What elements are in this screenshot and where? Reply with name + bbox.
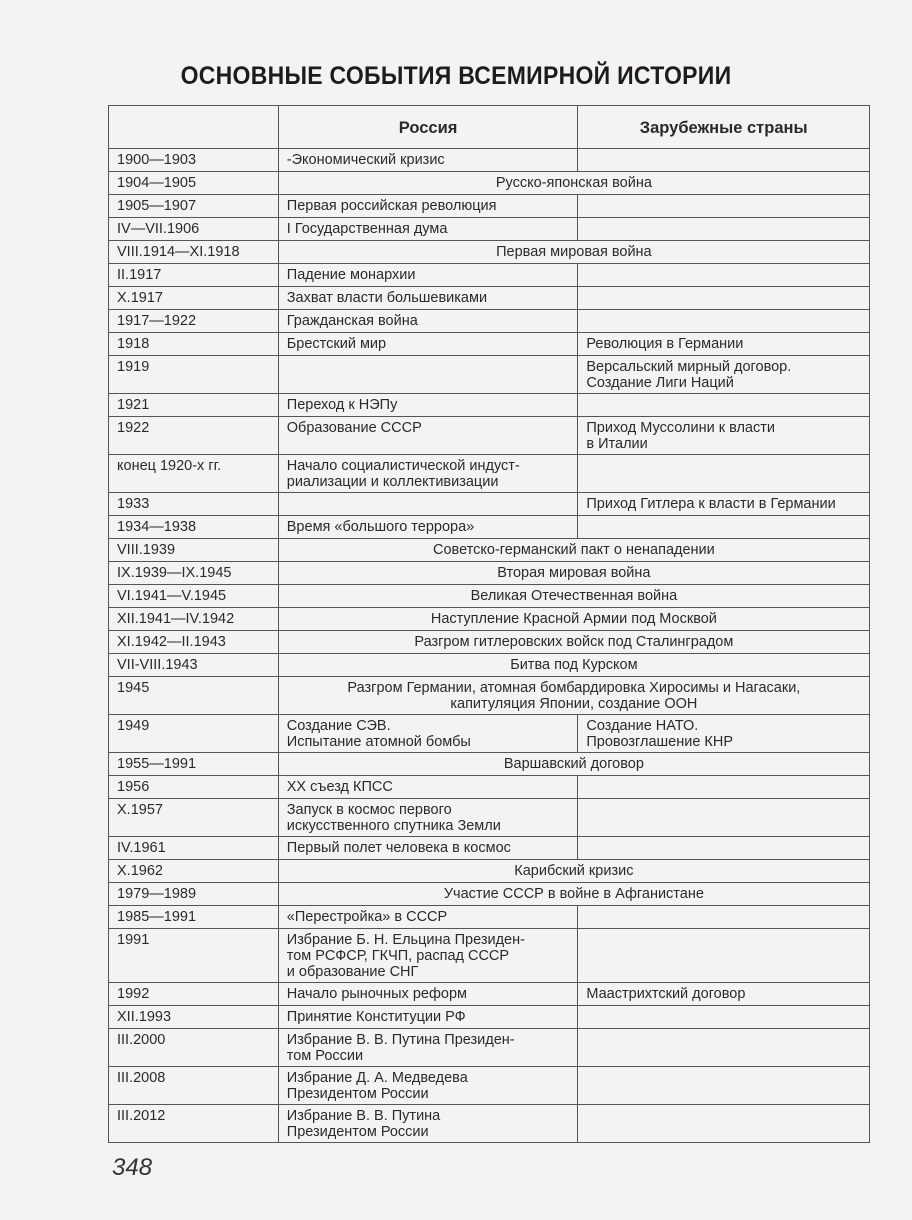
table-row [109, 983, 870, 1006]
event-russia: Гражданская война [278, 310, 578, 333]
event-foreign [578, 287, 870, 310]
table-row [109, 287, 870, 310]
event-russia: «Перестройка» в СССР [278, 906, 578, 929]
table-row [109, 241, 870, 264]
event-date: III.2012 [109, 1105, 279, 1143]
event-shared: Наступление Красной Армии под Москвой [278, 608, 869, 631]
header-foreign: Зарубежные страны [578, 106, 870, 149]
table-row [109, 172, 870, 195]
event-foreign [578, 1006, 870, 1029]
event-shared: Варшавский договор [278, 753, 869, 776]
event-date: VI.1941—V.1945 [109, 585, 279, 608]
table-row [109, 753, 870, 776]
event-foreign [578, 906, 870, 929]
event-shared: Советско-германский пакт о ненападении [278, 539, 869, 562]
table-row [109, 1105, 870, 1143]
event-foreign: Революция в Германии [578, 333, 870, 356]
event-foreign [578, 799, 870, 837]
event-date: 1922 [109, 417, 279, 455]
event-shared: Русско-японская война [278, 172, 869, 195]
table-row [109, 264, 870, 287]
table-row [109, 585, 870, 608]
event-shared: Первая мировая война [278, 241, 869, 264]
table-row [109, 1006, 870, 1029]
events-table [108, 105, 870, 1143]
event-russia: Падение монархии [278, 264, 578, 287]
event-foreign [578, 455, 870, 493]
event-russia: Принятие Конституции РФ [278, 1006, 578, 1029]
table-row [109, 562, 870, 585]
table-row [109, 677, 870, 715]
table-row [109, 539, 870, 562]
event-date: X.1962 [109, 860, 279, 883]
table-row [109, 310, 870, 333]
event-date: 1900—1903 [109, 149, 279, 172]
event-date: конец 1920-х гг. [109, 455, 279, 493]
table-row [109, 195, 870, 218]
table-row [109, 883, 870, 906]
table-row [109, 516, 870, 539]
event-date: X.1957 [109, 799, 279, 837]
event-foreign [578, 776, 870, 799]
table-row [109, 929, 870, 983]
table-row [109, 608, 870, 631]
header-date [109, 106, 279, 149]
event-russia: Брестский мир [278, 333, 578, 356]
event-russia: Избрание В. В. Путина Президентом России [278, 1105, 578, 1143]
event-russia: Первая российская революция [278, 195, 578, 218]
event-foreign [578, 218, 870, 241]
event-foreign [578, 149, 870, 172]
event-russia: I Государственная дума [278, 218, 578, 241]
event-russia: Первый полет человека в космос [278, 837, 578, 860]
table-row [109, 654, 870, 677]
event-russia: Начало социалистической индуст- риализации и коллективизации [278, 455, 578, 493]
table-row [109, 356, 870, 394]
event-foreign [578, 516, 870, 539]
event-russia: Избрание Б. Н. Ельцина Президен- том РСФСР, ГКЧП, распад СССР и образование СНГ [278, 929, 578, 983]
event-date: 1921 [109, 394, 279, 417]
event-date: VIII.1914—XI.1918 [109, 241, 279, 264]
event-date: III.2008 [109, 1067, 279, 1105]
event-foreign: Приход Муссолини к власти в Италии [578, 417, 870, 455]
event-russia: Избрание Д. А. Медведева Президентом России [278, 1067, 578, 1105]
event-shared: Участие СССР в войне в Афганистане [278, 883, 869, 906]
event-date: VIII.1939 [109, 539, 279, 562]
table-header-row [109, 106, 870, 149]
table-row [109, 776, 870, 799]
event-date: III.2000 [109, 1029, 279, 1067]
event-foreign: Создание НАТО. Провозглашение КНР [578, 715, 870, 753]
event-date: IV—VII.1906 [109, 218, 279, 241]
event-date: IV.1961 [109, 837, 279, 860]
event-foreign [578, 394, 870, 417]
event-date: 1917—1922 [109, 310, 279, 333]
event-foreign [578, 1105, 870, 1143]
event-date: 1934—1938 [109, 516, 279, 539]
event-date: 1905—1907 [109, 195, 279, 218]
event-date: 1985—1991 [109, 906, 279, 929]
event-russia [278, 356, 578, 394]
event-shared: Битва под Курском [278, 654, 869, 677]
event-date: 1933 [109, 493, 279, 516]
event-shared: Великая Отечественная война [278, 585, 869, 608]
event-date: X.1917 [109, 287, 279, 310]
event-shared: Разгром Германии, атомная бомбардировка Хиросимы и Нагасаки, капитуляция Японии, создание ООН [278, 677, 869, 715]
table-row [109, 860, 870, 883]
event-shared: Карибский кризис [278, 860, 869, 883]
event-date: XI.1942—II.1943 [109, 631, 279, 654]
event-date: 1949 [109, 715, 279, 753]
event-date: 1955—1991 [109, 753, 279, 776]
event-russia [278, 493, 578, 516]
event-shared: Разгром гитлеровских войск под Сталинградом [278, 631, 869, 654]
table-row [109, 715, 870, 753]
event-date: 1979—1989 [109, 883, 279, 906]
event-foreign: Маастрихтский договор [578, 983, 870, 1006]
event-foreign [578, 310, 870, 333]
header-russia: Россия [278, 106, 578, 149]
event-russia: Переход к НЭПу [278, 394, 578, 417]
table-row [109, 906, 870, 929]
event-russia: Создание СЭВ. Испытание атомной бомбы [278, 715, 578, 753]
event-date: XII.1941—IV.1942 [109, 608, 279, 631]
event-date: 1919 [109, 356, 279, 394]
event-russia: Запуск в космос первого искусственного спутника Земли [278, 799, 578, 837]
event-russia: Образование СССР [278, 417, 578, 455]
table-row [109, 333, 870, 356]
table-row [109, 631, 870, 654]
page-number: 348 [112, 1154, 153, 1181]
table-row [109, 1029, 870, 1067]
event-date: 1945 [109, 677, 279, 715]
event-russia: Захват власти большевиками [278, 287, 578, 310]
event-date: XII.1993 [109, 1006, 279, 1029]
event-date: II.1917 [109, 264, 279, 287]
event-date: VII-VIII.1943 [109, 654, 279, 677]
event-foreign [578, 929, 870, 983]
event-russia: XX съезд КПСС [278, 776, 578, 799]
event-foreign [578, 1029, 870, 1067]
event-foreign [578, 195, 870, 218]
table-row [109, 394, 870, 417]
event-date: 1904—1905 [109, 172, 279, 195]
event-date: 1918 [109, 333, 279, 356]
event-russia: Время «большого террора» [278, 516, 578, 539]
table-row [109, 455, 870, 493]
event-date: 1956 [109, 776, 279, 799]
event-foreign [578, 837, 870, 860]
page-title: ОСНОВНЫЕ СОБЫТИЯ ВСЕМИРНОЙ ИСТОРИИ [180, 62, 732, 90]
table-row [109, 799, 870, 837]
event-shared: Вторая мировая война [278, 562, 869, 585]
event-foreign: Приход Гитлера к власти в Германии [578, 493, 870, 516]
table-row [109, 493, 870, 516]
table-row [109, 218, 870, 241]
table-row [109, 1067, 870, 1105]
event-foreign [578, 1067, 870, 1105]
table-row [109, 837, 870, 860]
event-date: IX.1939—IX.1945 [109, 562, 279, 585]
event-foreign: Версальский мирный договор. Создание Лиги Наций [578, 356, 870, 394]
event-russia: -Экономический кризис [278, 149, 578, 172]
event-russia: Избрание В. В. Путина Президен- том России [278, 1029, 578, 1067]
table-row [109, 149, 870, 172]
table-row [109, 417, 870, 455]
event-date: 1992 [109, 983, 279, 1006]
event-date: 1991 [109, 929, 279, 983]
event-russia: Начало рыночных реформ [278, 983, 578, 1006]
event-foreign [578, 264, 870, 287]
